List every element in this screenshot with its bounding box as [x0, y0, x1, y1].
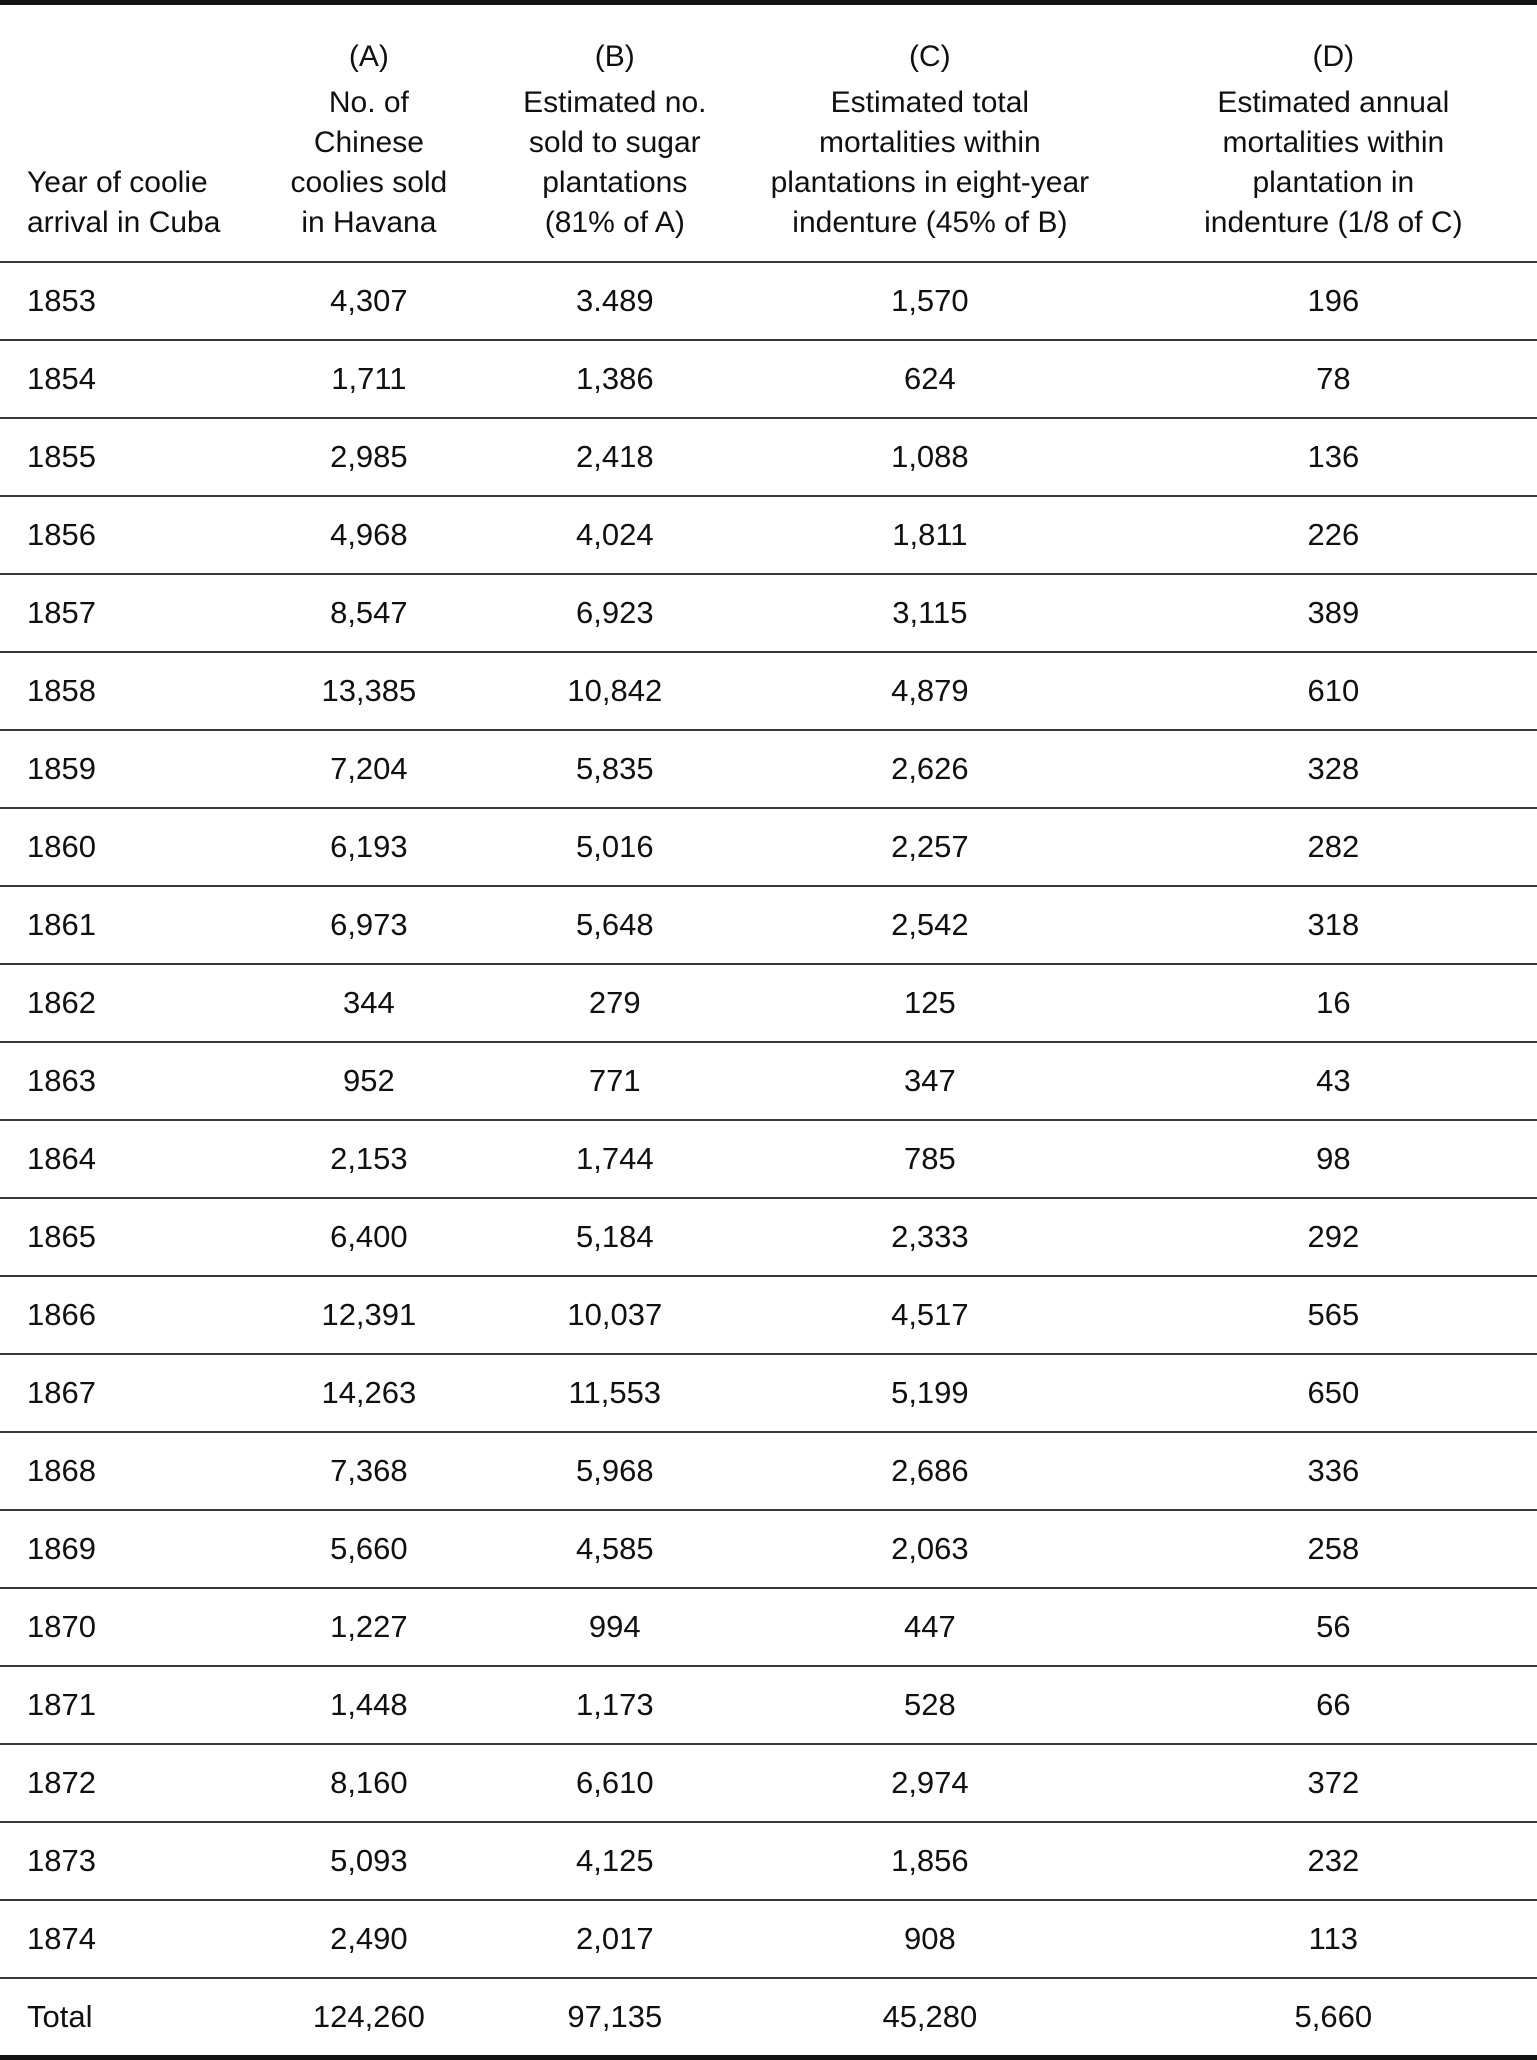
plantation-sold-cell: 4,024 [500, 496, 731, 574]
total-mortalities-cell: 2,974 [730, 1744, 1130, 1822]
header-line: Chinese [313, 126, 424, 159]
havana-sold-cell: 124,260 [312, 1999, 425, 2034]
annual-mortalities-cell: 292 [1130, 1198, 1537, 1276]
col-header-b [500, 3, 731, 263]
havana-sold-cell: 5,660 [238, 1510, 499, 1588]
table-row [0, 1822, 1537, 1900]
table-row [0, 964, 1537, 1042]
annual-mortalities-cell: 5,660 [1294, 1999, 1373, 2034]
total-mortalities-cell: 2,686 [730, 1432, 1130, 1510]
plantation-sold-cell: 994 [500, 1588, 731, 1666]
havana-sold-cell: 2,490 [238, 1900, 499, 1978]
total-mortalities-cell: 2,063 [730, 1510, 1130, 1588]
annual-mortalities-cell: 328 [1130, 730, 1537, 808]
header-line: Estimated no. [523, 86, 707, 119]
total-mortalities-cell: 908 [730, 1900, 1130, 1978]
header-line: mortalities within [1222, 126, 1445, 159]
year-cell: 1868 [0, 1432, 238, 1510]
total-mortalities-cell: 5,199 [730, 1354, 1130, 1432]
plantation-sold-cell: 2,017 [500, 1900, 731, 1978]
table-row [0, 652, 1537, 730]
year-cell: 1859 [0, 730, 238, 808]
havana-sold-cell: 7,368 [238, 1432, 499, 1510]
total-mortalities-cell: 2,626 [730, 730, 1130, 808]
total-mortalities-cell: 624 [730, 340, 1130, 418]
havana-sold-cell: 12,391 [238, 1276, 499, 1354]
table-row [0, 340, 1537, 418]
annual-mortalities-cell: 196 [1130, 262, 1537, 340]
total-row [0, 1978, 1537, 2058]
plantation-sold-cell: 5,835 [500, 730, 731, 808]
total-mortalities-cell: 4,517 [730, 1276, 1130, 1354]
table-row [0, 262, 1537, 340]
plantation-sold-cell: 97,135 [567, 1999, 663, 2034]
total-mortalities-cell: 1,570 [730, 262, 1130, 340]
table-row [0, 574, 1537, 652]
header-row [0, 3, 1537, 263]
year-cell: 1857 [0, 574, 238, 652]
header-line: coolies sold [290, 166, 448, 199]
annual-mortalities-cell: 389 [1130, 574, 1537, 652]
total-mortalities-cell: 1,088 [730, 418, 1130, 496]
year-cell: 1866 [0, 1276, 238, 1354]
column-letter: (A) [348, 40, 389, 73]
table-row [0, 1198, 1537, 1276]
year-cell: 1865 [0, 1198, 238, 1276]
havana-sold-cell: 2,985 [238, 418, 499, 496]
table-row [0, 1120, 1537, 1198]
total-mortalities-cell: 2,333 [730, 1198, 1130, 1276]
plantation-sold-cell: 3.489 [500, 262, 731, 340]
plantation-sold-cell: 4,585 [500, 1510, 731, 1588]
total-mortalities-cell: 3,115 [730, 574, 1130, 652]
plantation-sold-cell: 5,968 [500, 1432, 731, 1510]
year-cell: Total [27, 1999, 93, 2034]
table-row [0, 1276, 1537, 1354]
havana-sold-cell: 6,973 [238, 886, 499, 964]
annual-mortalities-cell: 43 [1130, 1042, 1537, 1120]
year-cell: 1869 [0, 1510, 238, 1588]
plantation-sold-cell: 5,184 [500, 1198, 731, 1276]
table-row [0, 730, 1537, 808]
plantation-sold-cell: 11,553 [500, 1354, 731, 1432]
annual-mortalities-cell: 66 [1130, 1666, 1537, 1744]
havana-sold-cell: 4,968 [238, 496, 499, 574]
year-cell: 1871 [0, 1666, 238, 1744]
year-cell: 1862 [0, 964, 238, 1042]
havana-sold-cell: 2,153 [238, 1120, 499, 1198]
year-cell: 1867 [0, 1354, 238, 1432]
header-line: plantations in eight-year [770, 166, 1090, 199]
plantation-sold-cell: 5,648 [500, 886, 731, 964]
annual-mortalities-cell: 136 [1130, 418, 1537, 496]
plantation-sold-cell: 10,842 [500, 652, 731, 730]
year-cell: 1874 [0, 1900, 238, 1978]
col-header-year [0, 3, 238, 263]
annual-mortalities-cell: 372 [1130, 1744, 1537, 1822]
havana-sold-cell: 6,193 [238, 808, 499, 886]
table-row [0, 1042, 1537, 1120]
total-mortalities-cell: 4,879 [730, 652, 1130, 730]
year-cell: 1870 [0, 1588, 238, 1666]
havana-sold-cell: 1,711 [238, 340, 499, 418]
annual-mortalities-cell: 113 [1130, 1900, 1537, 1978]
column-letter: (B) [594, 40, 635, 73]
year-cell: 1861 [0, 886, 238, 964]
table-row [0, 886, 1537, 964]
plantation-sold-cell: 6,610 [500, 1744, 731, 1822]
header-line: No. of [328, 86, 409, 119]
year-cell: 1872 [0, 1744, 238, 1822]
havana-sold-cell: 13,385 [238, 652, 499, 730]
havana-sold-cell: 14,263 [238, 1354, 499, 1432]
year-cell: 1855 [0, 418, 238, 496]
year-cell: 1864 [0, 1120, 238, 1198]
header-line: Estimated annual [1217, 86, 1450, 119]
havana-sold-cell: 952 [238, 1042, 499, 1120]
havana-sold-cell: 5,093 [238, 1822, 499, 1900]
year-cell: 1853 [0, 262, 238, 340]
annual-mortalities-cell: 650 [1130, 1354, 1537, 1432]
total-mortalities-cell: 447 [730, 1588, 1130, 1666]
col-header-d [1130, 3, 1537, 263]
table-row [0, 496, 1537, 574]
annual-mortalities-cell: 336 [1130, 1432, 1537, 1510]
annual-mortalities-cell: 226 [1130, 496, 1537, 574]
total-mortalities-cell: 45,280 [882, 1999, 978, 2034]
column-letter: (D) [1312, 40, 1355, 73]
header-line: indenture (45% of B) [792, 206, 1068, 239]
havana-sold-cell: 7,204 [238, 730, 499, 808]
havana-sold-cell: 1,448 [238, 1666, 499, 1744]
plantation-sold-cell: 1,386 [500, 340, 731, 418]
header-line: in Havana [301, 206, 437, 239]
total-mortalities-cell: 1,856 [730, 1822, 1130, 1900]
havana-sold-cell: 344 [238, 964, 499, 1042]
havana-sold-cell: 4,307 [238, 262, 499, 340]
col-header-a [238, 3, 499, 263]
total-mortalities-cell: 528 [730, 1666, 1130, 1744]
havana-sold-cell: 1,227 [238, 1588, 499, 1666]
header-line: (81% of A) [544, 206, 685, 239]
table-row [0, 1744, 1537, 1822]
table-body [0, 262, 1537, 2058]
annual-mortalities-cell: 610 [1130, 652, 1537, 730]
total-mortalities-cell: 785 [730, 1120, 1130, 1198]
havana-sold-cell: 8,160 [238, 1744, 499, 1822]
column-letter: (C) [909, 40, 951, 73]
plantation-sold-cell: 1,173 [500, 1666, 731, 1744]
plantation-sold-cell: 279 [500, 964, 731, 1042]
total-mortalities-cell: 347 [730, 1042, 1130, 1120]
table-row [0, 1432, 1537, 1510]
table-row [0, 1666, 1537, 1744]
header-line: arrival in Cuba [27, 206, 221, 239]
havana-sold-cell: 6,400 [238, 1198, 499, 1276]
annual-mortalities-cell: 232 [1130, 1822, 1537, 1900]
annual-mortalities-cell: 16 [1130, 964, 1537, 1042]
annual-mortalities-cell: 56 [1130, 1588, 1537, 1666]
total-mortalities-cell: 2,257 [730, 808, 1130, 886]
header-line: Year of coolie [27, 166, 208, 199]
table-row [0, 808, 1537, 886]
plantation-sold-cell: 1,744 [500, 1120, 731, 1198]
annual-mortalities-cell: 258 [1130, 1510, 1537, 1588]
table-row [0, 1588, 1537, 1666]
annual-mortalities-cell: 98 [1130, 1120, 1537, 1198]
header-line: plantation in [1252, 166, 1415, 199]
table-header [0, 3, 1537, 263]
annual-mortalities-cell: 282 [1130, 808, 1537, 886]
year-cell: 1860 [0, 808, 238, 886]
col-header-c [730, 3, 1130, 263]
annual-mortalities-cell: 78 [1130, 340, 1537, 418]
total-mortalities-cell: 2,542 [730, 886, 1130, 964]
total-mortalities-cell: 125 [730, 964, 1130, 1042]
table-row [0, 1354, 1537, 1432]
header-line: mortalities within [819, 126, 1041, 159]
plantation-sold-cell: 5,016 [500, 808, 731, 886]
year-cell: 1856 [0, 496, 238, 574]
header-line: plantations [542, 166, 688, 199]
year-cell: 1873 [0, 1822, 238, 1900]
annual-mortalities-cell: 565 [1130, 1276, 1537, 1354]
plantation-sold-cell: 10,037 [500, 1276, 731, 1354]
year-cell: 1858 [0, 652, 238, 730]
total-mortalities-cell: 1,811 [730, 496, 1130, 574]
havana-sold-cell: 8,547 [238, 574, 499, 652]
plantation-sold-cell: 6,923 [500, 574, 731, 652]
plantation-sold-cell: 771 [500, 1042, 731, 1120]
header-line: Estimated total [830, 86, 1030, 119]
header-line: indenture (1/8 of C) [1204, 206, 1463, 239]
header-line: sold to sugar [528, 126, 701, 159]
table-row [0, 418, 1537, 496]
annual-mortalities-cell: 318 [1130, 886, 1537, 964]
plantation-sold-cell: 4,125 [500, 1822, 731, 1900]
year-cell: 1863 [0, 1042, 238, 1120]
plantation-sold-cell: 2,418 [500, 418, 731, 496]
table-row [0, 1510, 1537, 1588]
table-row [0, 1900, 1537, 1978]
year-cell: 1854 [0, 340, 238, 418]
